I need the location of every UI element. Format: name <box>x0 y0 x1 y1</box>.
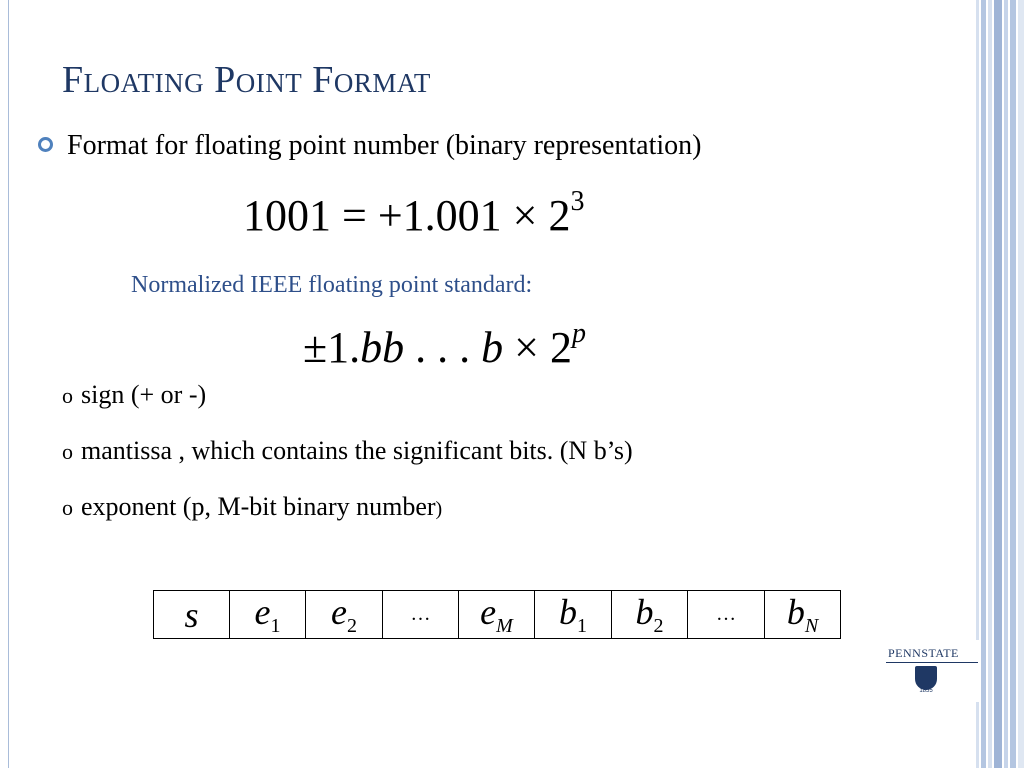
logo-wordmark: PENNSTATE <box>888 646 959 660</box>
cell-sub: 2 <box>346 615 357 638</box>
main-bullet <box>38 130 701 162</box>
cell-sub: 2 <box>653 615 664 638</box>
list-item-mantissa <box>62 436 633 466</box>
eq1-exponent: 3 <box>570 186 585 218</box>
cell-main: … <box>410 603 431 626</box>
eq2-pm: ±1. <box>303 323 361 372</box>
cell-e1 <box>230 591 306 639</box>
cell-bN <box>765 591 841 639</box>
cell-main: b <box>559 592 577 632</box>
cell-main: b <box>786 592 805 632</box>
slide-title: Floating Point Format <box>62 59 431 101</box>
left-border-rule <box>8 0 9 768</box>
cell-ellipsis-b <box>688 591 765 639</box>
logo-year: 1855 <box>919 688 933 694</box>
right-decorative-bars <box>976 0 1024 768</box>
cell-main: e <box>331 592 347 632</box>
eq2-bits: bb <box>360 323 405 372</box>
cell-ellipsis-e <box>383 591 459 639</box>
eq2-b: b <box>481 323 504 372</box>
cell-eM <box>459 591 535 639</box>
cell-sign <box>154 591 230 639</box>
cell-e2 <box>306 591 383 639</box>
list-item-text: mantissa , which contains the significant bits. (N b’s) <box>81 436 633 465</box>
cell-main: e <box>480 592 497 632</box>
cell-sub: M <box>496 615 513 638</box>
ieee-note: Normalized IEEE floating point standard: <box>131 272 533 298</box>
cell-sub: 1 <box>270 615 281 638</box>
eq1-lhs: 1001 <box>243 191 331 240</box>
eq2-exponent: p <box>571 318 586 350</box>
logo-rule <box>886 662 978 663</box>
shield-icon <box>915 666 937 690</box>
list-item-sign <box>62 380 206 410</box>
cell-main: s <box>184 594 199 635</box>
list-marker: o <box>62 495 73 520</box>
cell-main: b <box>635 592 654 632</box>
eq2-dots: . . . <box>404 323 482 372</box>
cell-sub: N <box>804 615 819 638</box>
cell-main: e <box>254 592 271 632</box>
list-item-trail: ) <box>435 498 443 520</box>
list-item-exponent <box>62 492 442 522</box>
list-marker: o <box>62 383 73 408</box>
main-bullet-text: Format for floating point number (binary representation) <box>67 130 702 161</box>
cell-main: … <box>716 603 736 626</box>
list-item-text: exponent (p, M-bit binary number <box>81 492 436 521</box>
cell-b2 <box>612 591 688 639</box>
eq1-rhs: +1.001 × 2 <box>377 191 571 240</box>
cell-b1 <box>535 591 612 639</box>
cell-sub: 1 <box>577 615 587 638</box>
equation-ieee-form <box>303 318 586 373</box>
pennstate-logo <box>884 640 980 702</box>
eq1-op: = <box>331 191 378 240</box>
bit-format-table <box>153 590 841 639</box>
table-row <box>154 591 841 639</box>
bullet-circle-icon <box>38 137 53 152</box>
eq2-times: × 2 <box>503 323 572 372</box>
equation-binary-example <box>243 186 585 241</box>
list-marker: o <box>62 439 73 464</box>
list-item-text: sign (+ or -) <box>81 380 207 409</box>
